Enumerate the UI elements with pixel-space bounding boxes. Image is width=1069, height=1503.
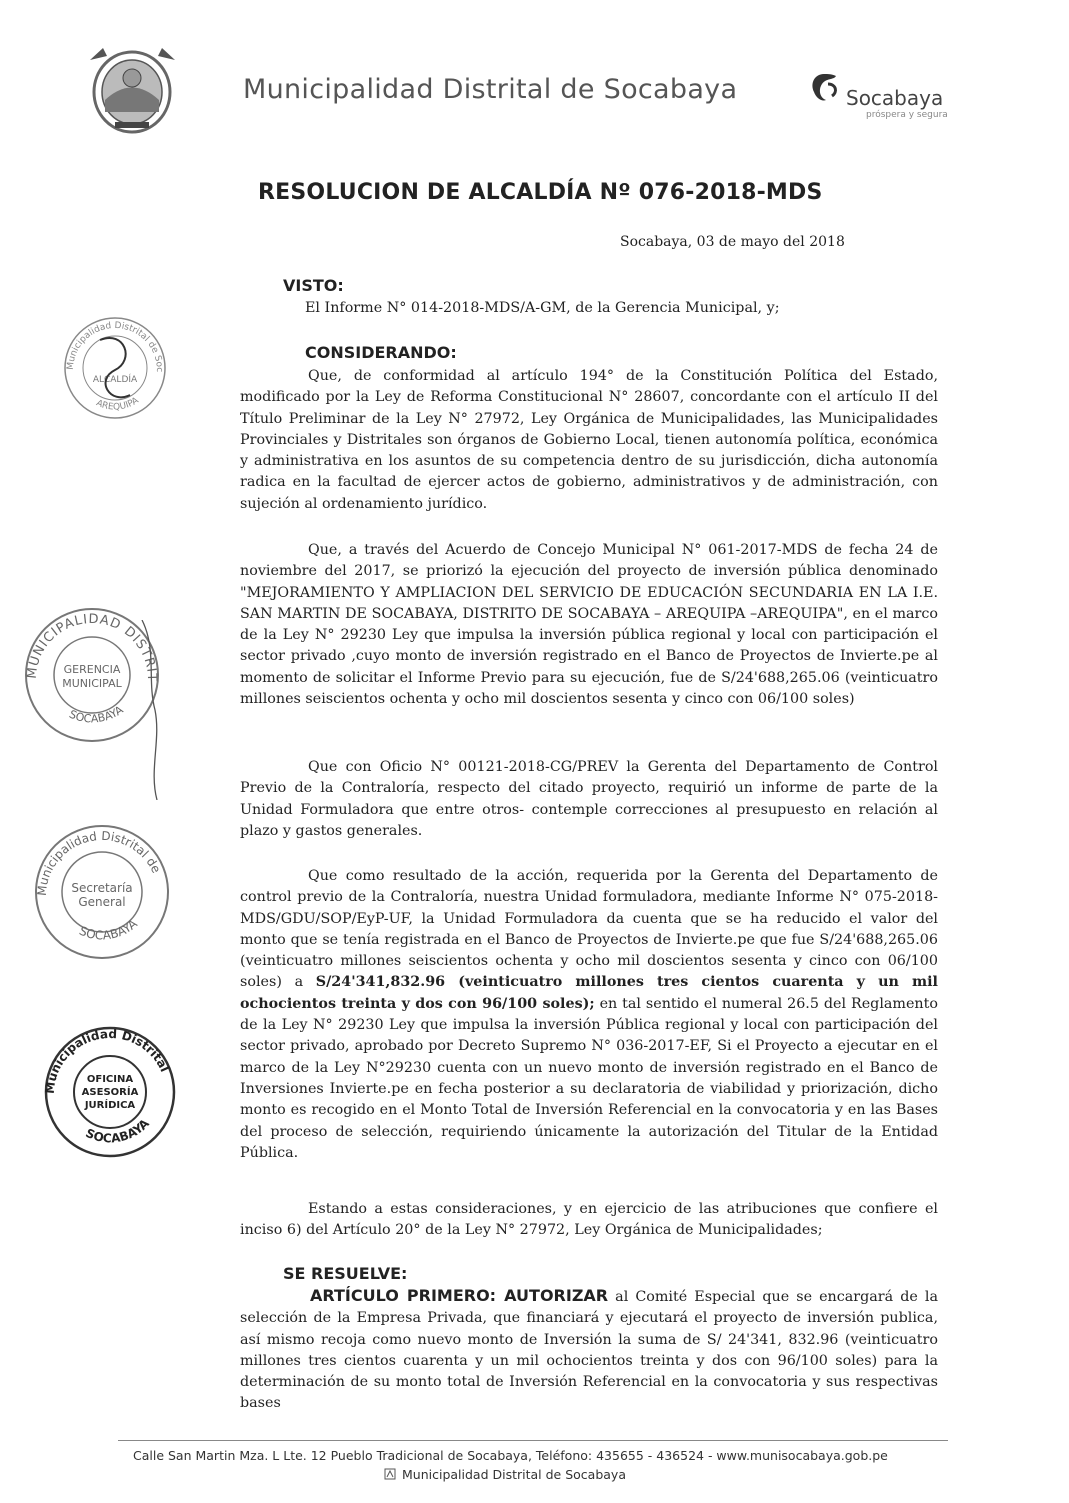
seal-1-center-text: ALCALDÍA [92,375,138,385]
seal-2-top-text: MUNICIPALIDAD DISTRIT [24,611,160,682]
articulo-primero [240,1285,938,1415]
resolution-date: Socabaya, 03 de mayo del 2018 [620,234,845,250]
municipal-crest-logo [85,40,180,140]
seal-2-bottom-text: SOCABAYA [67,703,126,726]
articulo-primero-text: de la selección de la Empresa Privada, que financiará y ejecutará el proyecto de inversión publica, así mismo recoja como nuevo monto de Inversión la suma de S/ 24'341, 832.96 (veinticuatro millones tres cientos cuarenta y un mil ochocientos treinta y dos con 96/100 soles) para la determinación de su monto total de Inversión Referencial en la convocatoria y sus respectivas bases [240,1289,938,1412]
paragraph-4-text-a: Que como resultado de la acción, requerida por la Gerenta del Departamento de control previo de la Contraloría, nuestra Unidad formuladora, mediante Informe N° 075-2018-MDS/GDU/SOP/EyP-UF, la Unidad Formuladora da cuenta que se ha reducido el valor del monto que se tenía registrada en el Banco de Proyectos de Invierte.pe que fue S/24'688,265.06 (veinticuatro millones seiscientos ochenta y ocho mil doscientos sesenta y cinco con 06/100 soles) a [240,868,938,991]
svg-text:SOCABAYA [67,703,126,726]
asesoria-juridica-seal [40,1020,180,1170]
visto-text: El Informe N° 014-2018-MDS/A-GM, de la Gerencia Municipal, y; [305,300,780,316]
alcaldia-seal [55,310,175,430]
seal-4-center-line-3: JURÍDICA [84,1100,136,1111]
considerando-paragraph-1: Que, de conformidad al artículo 194° de la Constitución Política del Estado, modificado por la Ley de Reforma Constitucional N° 28607, concordante con el artículo II del Título Preliminar de la Ley N° 27972, Ley Orgánica de Municipalidades, las Municipalidades Provinciales y Distritales son órganos de Gobierno Local, tienen autonomía política, económica y administrativa en los asuntos de su competencia dentro de su jurisdicción, dicha autonomía radica en la facultad de ejercer actos de gobierno, administrativos y de administración, con sujeción al ordenamiento jurídico. [240,368,938,512]
seal-3-bottom-text: SOCABAYA [77,916,140,943]
considerando-paragraph-2: Que, a través del Acuerdo de Concejo Municipal N° 061-2017-MDS de fecha 24 de noviembre del 2017, se priorizó la ejecución del proyecto de inversión pública denominado "MEJORAMIENTO Y AMPLIACION DEL SERVICIO DE EDUCACIÓN SECUNDARIA EN LA I.E. SAN MARTIN DE SOCABAYA, DISTRITO DE SOCABAYA – AREQUIPA –AREQUIPA", en el marco de la Ley N° 29230 Ley que impulsa la inversión pública regional y local con participación el sector privado ,cuyo monto de inversión registrado en el Banco de Proyectos de Invierte.pe al momento de solicitar el Informe Previo para su ejecución, fue de S/24'688,265.06 (veinticuatro millones seiscientos ochenta y ocho mil doscientos sesenta y cinco con 06/100 soles) [240,542,938,708]
footer-divider [118,1440,948,1441]
se-resuelve-heading: SE RESUELVE: [283,1264,408,1283]
visto-heading: VISTO: [283,276,344,295]
socabaya-brand-logo-icon [806,70,842,111]
considerando-paragraph-3: Que con Oficio N° 00121-2018-CG/PREV la Gerenta del Departamento de Control Previo de la Contraloría, respecto del citado proyecto, requirió un informe de parte de la Unidad Formuladora que entre otros- contemple correcciones al presupuesto en relación al plazo y gastos generales. [240,759,938,839]
seal-4-top-text: Municipalidad Distrital [42,1026,172,1095]
considerando-paragraph-4 [240,866,938,1164]
footer-address: Calle San Martin Mza. L Lte. 12 Pueblo Tradicional de Socabaya, Teléfono: 435655 - 436524 - www.munisocabaya.gob.pe [133,1448,888,1463]
seal-3-center-line-2: General [78,895,126,909]
brand-name: Socabaya [846,86,944,110]
seal-2-center-line-2: MUNICIPAL [62,677,122,690]
secretaria-general-seal [30,820,175,970]
seal-2-center-line-1: GERENCIA [63,663,121,676]
considerando-paragraph-5: Estando a estas consideraciones, y en ejercicio de las atribuciones que confiere el inciso 6) del Artículo 20° de la Ley N° 27972, Ley Orgánica de Municipalidades; [240,1201,938,1239]
considerando-heading: CONSIDERANDO: [305,343,457,362]
resolution-title: RESOLUCION DE ALCALDÍA Nº 076-2018-MDS [258,180,823,205]
new-investment-amount: S/24'341,832.96 (veinticuatro millones tres cientos cuarenta y un mil ochocientos treinta y dos con 96/100 soles); [240,974,938,1012]
footer-small-logo-icon [383,1467,397,1486]
seal-3-top-text: Municipalidad Distrital de [34,828,164,897]
institution-header-title: Municipalidad Distrital de Socabaya [243,74,738,105]
seal-4-bottom-text: SOCABAYA [83,1116,152,1146]
svg-text:SOCABAYA [83,1116,152,1146]
gerencia-municipal-seal [22,605,162,750]
svg-text:SOCABAYA [77,916,140,942]
seal-3-center-line-1: Secretaría [71,881,133,895]
seal-1-top-text: Municipalidad Distrital de Soc [65,320,165,373]
seal-4-center-line-1: OFICINA [86,1074,134,1085]
articulo-primero-first-line: al Comité Especial que se encargará [608,1289,894,1305]
paragraph-4-text-b: en tal sentido el numeral 26.5 del Reglamento de la Ley N° 29230 Ley que impulsa la inversión Pública regional y local con participación del sector privado, aprobado por Decreto Supremo N° 036-2017-EF, Si el Proyecto a ejecutar en el marco de la Ley N°29230 cuenta con un nuevo monto de inversión registrado en el Banco de Inversiones Invierte.pe en fecha posterior a su declaratoria de viabilidad y priorización, dicho monto es recogido en el Monto Total de Inversión Referencial en la convocatoria y en las Bases del proceso de selección, requiriendo únicamente la autorización del Titular de la Entidad Pública. [240,995,938,1161]
brand-tagline: próspera y segura [866,110,948,120]
signature-stroke [137,620,167,800]
seal-1-bottom-text: AREQUIPA [94,395,141,413]
articulo-primero-heading: ARTÍCULO PRIMERO: AUTORIZAR [310,1286,609,1305]
svg-text:Municipalidad Distrital de Soc [55,310,164,372]
footer-institution: Municipalidad Distrital de Socabaya [402,1467,626,1482]
seal-4-center-line-2: ASESORÍA [81,1087,139,1098]
